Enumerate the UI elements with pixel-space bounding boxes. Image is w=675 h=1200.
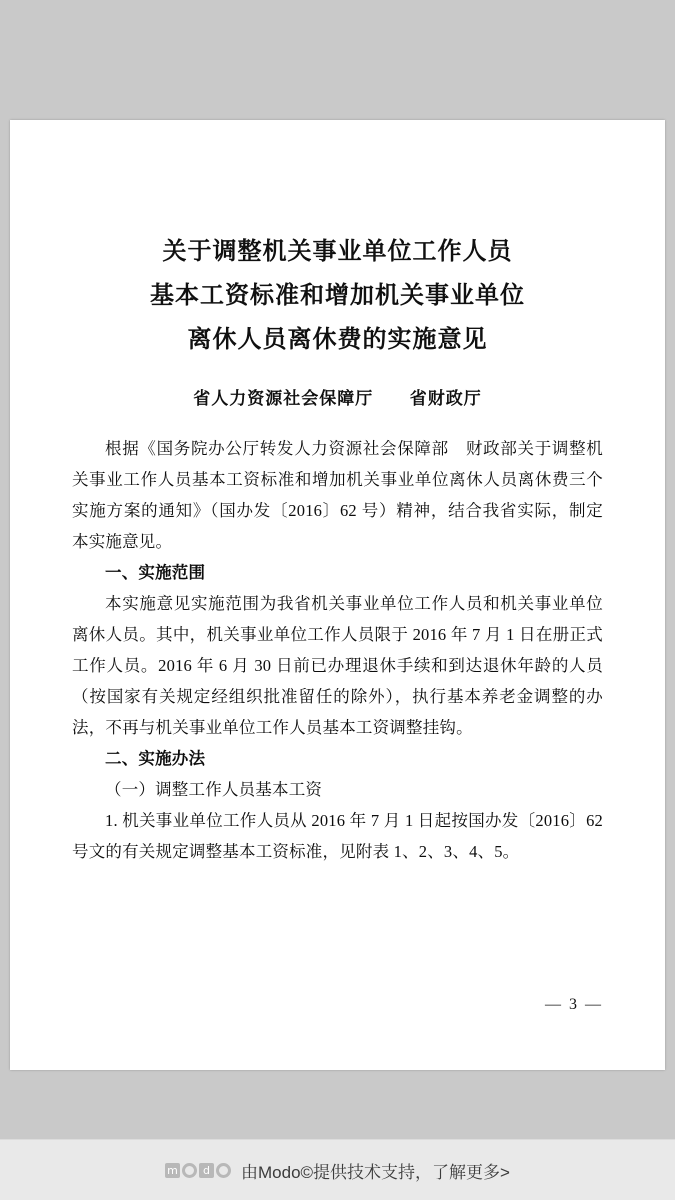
document-title (72, 230, 603, 362)
logo-letter-d: d (199, 1163, 214, 1178)
page-content (10, 120, 665, 1070)
modo-logo-icon (165, 1163, 231, 1178)
document-body (72, 433, 603, 867)
org-name-left: 省人力资源社会保障厅 (193, 389, 374, 408)
document-page (10, 120, 665, 1070)
page-number: — 3 — (545, 996, 603, 1013)
footer-promo-link[interactable]: 由Modo©提供技术支持，了解更多> (241, 1162, 510, 1182)
footer-bar[interactable] (0, 1139, 675, 1200)
logo-letter-m: m (165, 1163, 180, 1178)
title-line-2: 基本工资标准和增加机关事业单位 (150, 283, 525, 309)
paragraph-scope: 本实施意见实施范围为我省机关事业单位工作人员和机关事业单位离休人员。其中，机关事业单位工作人员限于 2016 年 7 月 1 日在册正式工作人员。2016 年 6 月 30 日前已办理退休手续和到达退休年龄的人员（按国家有关规定经组织批准留任的除外），执行基本养老金调整的办法，不再与机关事业单位工作人员基本工资调整挂钩。 (72, 594, 603, 737)
logo-letter-o (182, 1163, 197, 1178)
title-line-3: 离休人员离休费的实施意见 (187, 327, 488, 353)
issuing-organizations (72, 384, 603, 409)
paragraph-item-1: 1. 机关事业单位工作人员从 2016 年 7 月 1 日起按国办发〔2016〕62 号文的有关规定调整基本工资标准，见附表 1、2、3、4、5。 (72, 811, 603, 861)
section-heading-scope: 一、实施范围 (105, 563, 206, 582)
title-line-1: 关于调整机关事业单位工作人员 (162, 239, 513, 265)
subsection-heading-adjust-salary: （一）调整工作人员基本工资 (105, 780, 323, 799)
section-heading-methods: 二、实施办法 (105, 749, 206, 768)
logo-letter-o2 (216, 1163, 231, 1178)
paragraph-basis: 根据《国务院办公厅转发人力资源社会保障部 财政部关于调整机关事业工作人员基本工资标准和增加机关事业单位离休人员离休费三个实施方案的通知》（国办发〔2016〕62 号）精神，结合我省实际，制定本实施意见。 (72, 439, 603, 551)
org-name-right: 省财政厅 (409, 389, 482, 408)
